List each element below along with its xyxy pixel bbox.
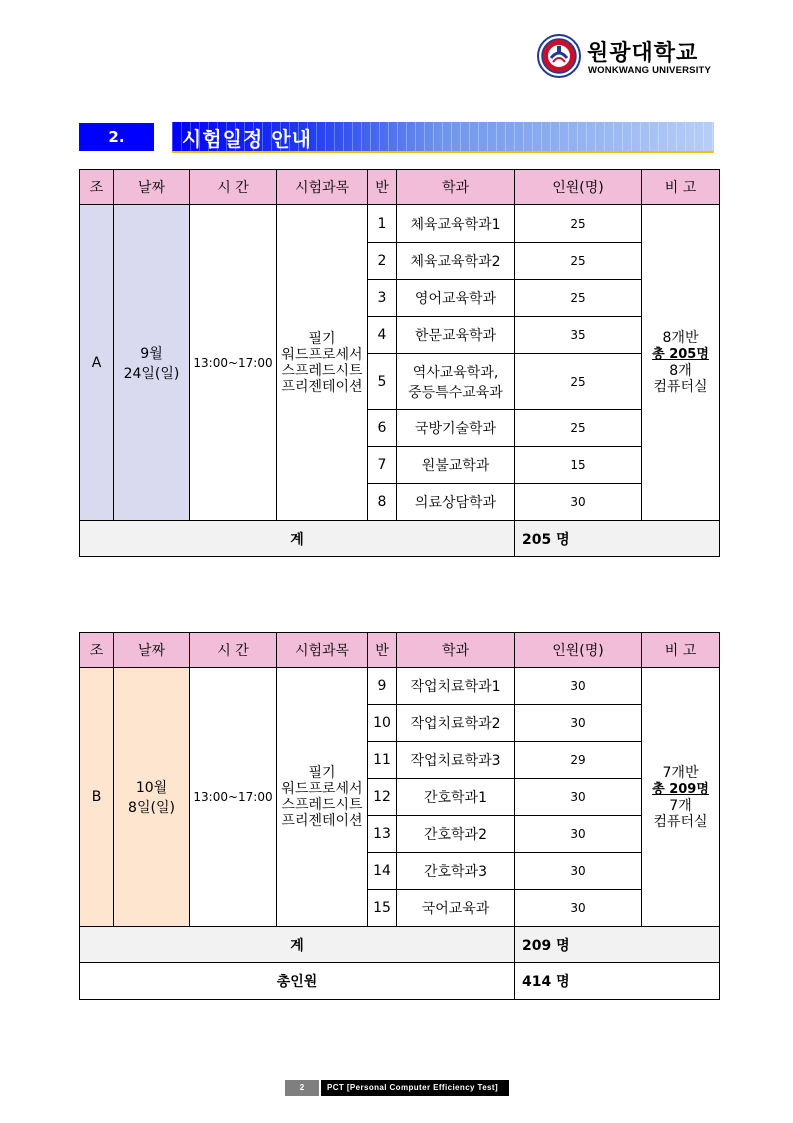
header-department: 학과 [397,633,515,668]
header-time: 시 간 [190,633,277,668]
student-count: 30 [515,890,642,927]
department-name: 작업치료학과3 [397,742,515,779]
class-number: 2 [368,243,397,280]
department-name [397,354,515,410]
header-subject: 시험과목 [277,170,368,205]
table-row [80,668,720,705]
department-name-line1: 역사교육학과, [412,364,499,381]
university-name-en: WONKWANG UNIVERSITY [588,65,712,76]
note-classes: 7개반 [662,764,699,781]
subtotal-label: 계 [80,521,515,557]
subject-spreadsheet: 스프레드시트 [281,362,363,379]
header-subject: 시험과목 [277,633,368,668]
student-count: 35 [515,317,642,354]
student-count: 30 [515,705,642,742]
class-number: 8 [368,484,397,521]
university-seal-icon [537,34,581,78]
note-classes: 8개반 [662,330,699,346]
header-time: 시 간 [190,170,277,205]
student-count: 15 [515,447,642,484]
subtotal-value: 205 명 [515,521,720,557]
subtotal-label: 계 [80,927,515,963]
subject-word: 워드프로세서 [281,781,363,797]
date-cell [114,668,190,927]
schedule-table-b [79,632,720,1000]
subtotal-row [80,927,720,963]
footer-title: PCT [Personal Computer Efficiency Test] [321,1080,509,1096]
header-department: 학과 [397,170,515,205]
student-count: 25 [515,410,642,447]
subtotal-value: 209 명 [515,927,720,963]
class-number: 13 [368,816,397,853]
department-name: 원불교학과 [397,447,515,484]
university-logo [537,34,722,84]
table-header-row [80,170,720,205]
student-count: 29 [515,742,642,779]
header-count: 인원(명) [515,170,642,205]
subtotal-row [80,521,720,557]
department-name: 의료상담학과 [397,484,515,521]
class-number: 4 [368,317,397,354]
grand-total-label: 총인원 [80,963,515,1000]
subject-spreadsheet: 스프레드시트 [281,797,363,813]
department-name: 체육교육학과1 [397,205,515,243]
class-number: 3 [368,280,397,317]
date-month: 9월 [140,345,163,362]
department-name: 한문교육학과 [397,317,515,354]
class-number: 14 [368,853,397,890]
subject-word: 워드프로세서 [281,346,363,363]
department-name: 간호학과2 [397,816,515,853]
university-name-ko: 원광대학교 [587,41,699,66]
student-count: 30 [515,484,642,521]
note-rooms: 7개 [669,797,692,814]
table-row [80,205,720,243]
time-cell: 13:00~17:00 [190,668,277,927]
department-name: 체육교육학과2 [397,243,515,280]
department-name: 간호학과3 [397,853,515,890]
note-lab: 컴퓨터실 [653,813,708,830]
department-name-line2: 중등특수교육과 [408,384,503,401]
class-number: 5 [368,354,397,410]
class-number: 9 [368,668,397,705]
note-total: 총 209명 [652,781,709,797]
section-number: 2. [79,123,154,151]
note-cell [642,668,720,927]
header-date: 날짜 [114,633,190,668]
date-cell [114,205,190,521]
class-number: 10 [368,705,397,742]
date-day: 8일(일) [128,800,175,816]
student-count: 25 [515,243,642,280]
department-name: 작업치료학과1 [397,668,515,705]
student-count: 30 [515,779,642,816]
header-note: 비 고 [642,633,720,668]
time-cell: 13:00~17:00 [190,205,277,521]
date-month: 10월 [135,780,168,796]
class-number: 6 [368,410,397,447]
header-note: 비 고 [642,170,720,205]
header-class: 반 [368,170,397,205]
subject-written: 필기 [308,330,336,347]
group-cell: A [80,205,114,521]
page-number: 2 [285,1080,319,1096]
header-date: 날짜 [114,170,190,205]
header-count: 인원(명) [515,633,642,668]
class-number: 12 [368,779,397,816]
note-rooms: 8개 [669,363,692,379]
department-name: 국방기술학과 [397,410,515,447]
subjects-cell [277,205,368,521]
student-count: 25 [515,205,642,243]
subject-written: 필기 [308,765,336,781]
department-name: 영어교육학과 [397,280,515,317]
department-name: 간호학과1 [397,779,515,816]
date-day: 24일(일) [123,365,180,382]
schedule-table-a [79,169,720,557]
header-group: 조 [80,170,114,205]
class-number: 15 [368,890,397,927]
student-count: 30 [515,853,642,890]
grand-total-value: 414 명 [515,963,720,1000]
note-total: 총 205명 [652,347,709,362]
header-group: 조 [80,633,114,668]
note-lab: 컴퓨터실 [653,379,708,395]
note-cell [642,205,720,521]
class-number: 11 [368,742,397,779]
student-count: 30 [515,816,642,853]
student-count: 25 [515,280,642,317]
header-class: 반 [368,633,397,668]
subject-presentation: 프리젠테이션 [281,813,363,829]
grand-total-row [80,963,720,1000]
student-count: 25 [515,354,642,410]
department-name: 국어교육과 [397,890,515,927]
class-number: 7 [368,447,397,484]
group-cell: B [80,668,114,927]
section-title: 시험일정 안내 [182,127,312,151]
table-header-row [80,633,720,668]
section-title-bar [172,122,714,153]
department-name: 작업치료학과2 [397,705,515,742]
subjects-cell [277,668,368,927]
subject-presentation: 프리젠테이션 [281,378,363,395]
student-count: 30 [515,668,642,705]
class-number: 1 [368,205,397,243]
